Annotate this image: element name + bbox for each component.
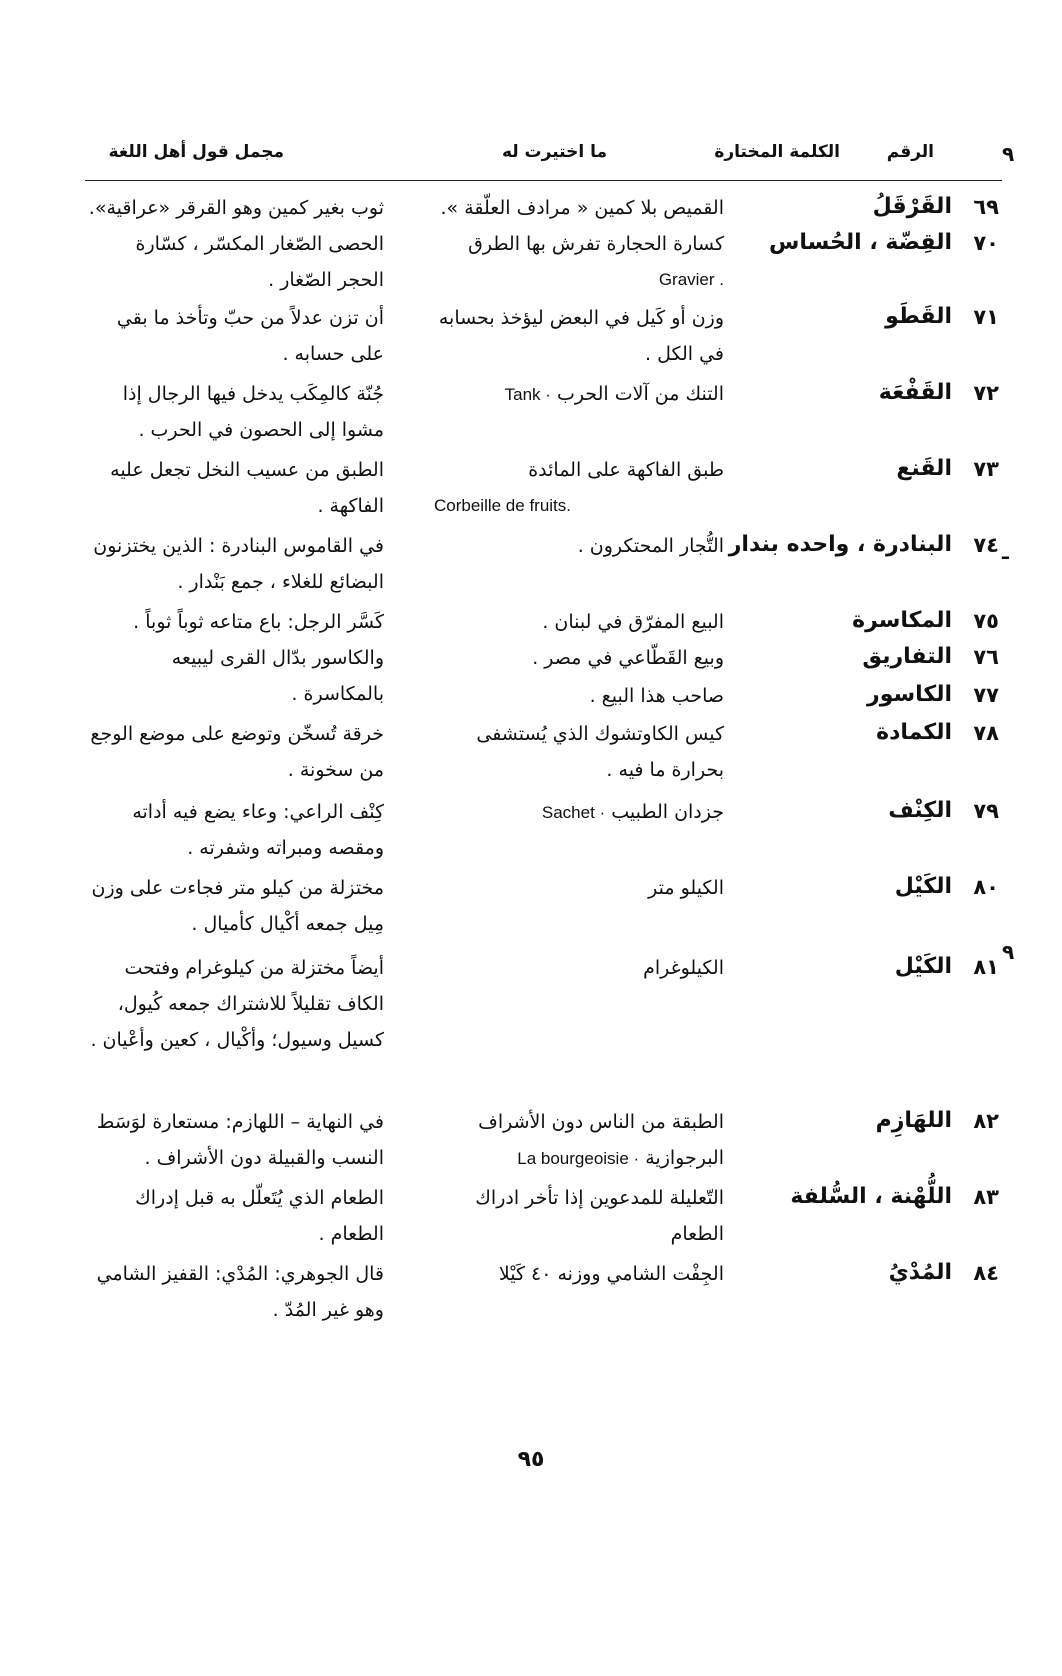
entry-meaning: كِنْف الراعي: وعاء يضع فيه أداته ومقصه ومبراته وشفرته .: [132, 801, 384, 859]
entry-meaning: خرقة تُسخّن وتوضع على موضع الوجع من سخونة .: [90, 723, 384, 781]
entry-number: ٧٥: [973, 609, 999, 633]
entry-meaning: كَسَّر الرجل: باع متاعه ثوباً ثوباً .: [133, 611, 384, 633]
entry-word: الكاسور: [867, 682, 952, 707]
header-chosen: ما اختيرت له: [501, 142, 607, 162]
entry-chosen: [434, 1104, 724, 1177]
entry-number: ٨٢: [973, 1109, 999, 1133]
entry-chosen: [434, 376, 724, 413]
entry-chosen: الكيلوغرام: [643, 957, 724, 979]
entry-chosen: البيع المفرّق في لبنان .: [542, 611, 724, 633]
entry-word: اللهَازِم: [875, 1108, 952, 1133]
entry-chosen-french: . Gravier: [658, 270, 724, 289]
entry-word: التفاريق: [862, 644, 952, 669]
entry-chosen-text: التنك من آلات الحرب: [556, 383, 724, 405]
entry-chosen: وبيع القَطّاعي في مصر .: [532, 647, 724, 669]
entry-word: اللُّهْنة ، السُّلفة: [790, 1184, 952, 1209]
entry-chosen: التّعليلة للمدعوين إذا تأخر ادراك الطعام: [475, 1187, 724, 1245]
entry-number: ٧٣: [973, 457, 999, 481]
entry-chosen: [434, 794, 724, 831]
entry-chosen-french: La bourgeoisie ·: [517, 1149, 640, 1168]
entry-meaning: مختزلة من كيلو متر فجاءت على وزن مِيل جمعه أكْيال كأميال .: [91, 877, 384, 935]
entry-number: ٧٦: [973, 645, 999, 669]
entry-chosen: الكيلو متر: [648, 877, 724, 899]
entry-word: القَرْقَلُ: [872, 194, 952, 219]
entry-meaning: جُنّة كالمِكَب يدخل فيها الرجال إذا مشوا إلى الحصون في الحرب .: [122, 383, 384, 441]
entry-meaning: في النهاية – اللهازم: مستعارة لوَسَط النسب والقبيلة دون الأشراف .: [96, 1111, 384, 1169]
margin-mark: ٩: [1002, 940, 1015, 964]
entry-word: القِضّة ، الحُساس: [769, 230, 952, 255]
page-number: ٩٥: [517, 1447, 545, 1472]
entry-chosen: الجِفْت الشامي ووزنه ٤٠ كَيْلا: [498, 1263, 724, 1285]
entry-number: ٦٩: [973, 195, 999, 219]
entry-number: ٧٤: [973, 533, 999, 557]
entry-number: ٧٩: [973, 799, 999, 823]
entry-word: الكِنْف: [888, 798, 952, 823]
entry-number: ٧٧: [973, 683, 999, 707]
entry-word: الكَيْل: [894, 874, 952, 899]
entry-number: ٨٤: [973, 1261, 999, 1285]
entry-word: القَفْعَة: [878, 380, 952, 405]
entry-meaning: الطبق من عسيب النخل تجعل عليه الفاكهة .: [110, 459, 384, 517]
entry-chosen-text: كسارة الحجارة تفرش بها الطرق: [468, 233, 724, 255]
entry-word: الكمادة: [876, 720, 952, 745]
entry-meaning: أن تزن عدلاً من حبّ وتأخذ ما بقي على حسابه .: [116, 307, 384, 365]
entry-word: القَنع: [896, 456, 952, 481]
header-word: الكلمة المختارة: [714, 142, 840, 162]
entry-number: ٨٣: [973, 1185, 999, 1209]
entry-number: ٧٢: [973, 381, 999, 405]
entry-word: القَطَو: [885, 304, 952, 329]
entry-chosen: كيس الكاوتشوك الذي يُستشفى بحرارة ما فيه .: [476, 723, 724, 781]
entry-chosen-text: جزدان الطبيب: [611, 801, 724, 823]
header-meaning: مجمل قول أهل اللغة: [108, 142, 284, 162]
entry-chosen: صاحب هذا البيع .: [589, 685, 724, 707]
entry-meaning: قال الجوهري: المُدْي: القفيز الشامي وهو غير المُدّ .: [96, 1263, 384, 1321]
entry-word: الكَيْل: [894, 954, 952, 979]
entry-chosen: القميص بلا كمين « مرادف العلّقة ».: [440, 197, 724, 219]
margin-mark: ٩: [1002, 142, 1015, 166]
entry-chosen-french: Sachet ·: [541, 803, 606, 822]
entry-word: المكاسرة: [852, 608, 952, 633]
entry-meaning: في القاموس البنادرة : الذين يختزنون البضائع للغلاء ، جمع بَنْدار .: [93, 535, 384, 593]
entry-word: البنادرة ، واحده بندار: [728, 532, 952, 557]
entry-chosen-french: Tank ·: [504, 385, 551, 404]
entry-meaning: الحصى الصّغار المكسّر ، كسّارة الحجر الصّغار .: [135, 233, 384, 291]
entry-number: ٨٠: [973, 875, 999, 899]
margin-mark: ـ: [1002, 540, 1009, 564]
entry-number: ٧١: [973, 305, 999, 329]
entry-meaning: ثوب بغير كمين وهو القرقر «عراقية».: [88, 197, 384, 219]
header-rule: [85, 180, 1002, 181]
entry-number: ٨١: [973, 955, 999, 979]
entry-chosen: التُّجار المحتكرون .: [577, 535, 724, 557]
entry-chosen: [434, 226, 724, 298]
entry-chosen: [434, 452, 724, 524]
entry-chosen-french: Corbeille de fruits.: [434, 496, 572, 515]
entry-chosen: وزن أو كَيل في البعض ليؤخذ بحسابه في الكل .: [438, 307, 724, 365]
entry-word: المُدْيُ: [888, 1260, 952, 1285]
entry-meaning: أيضاً مختزلة من كيلوغرام وفتحت الكاف تقليلاً للاشتراك جمعه كُيول، كسيل وسيول؛ وأكْيال ، كعين وأعْيان .: [90, 957, 384, 1051]
entry-meaning: الطعام الذي يُتَعلّل به قبل إدراك الطعام .: [135, 1187, 384, 1245]
entry-meaning: والكاسور بدّال القرى ليبيعه بالمكاسرة .: [171, 647, 384, 705]
entry-number: ٧٠: [973, 231, 999, 255]
entry-number: ٧٨: [973, 721, 999, 745]
entry-chosen-text: الطبقة من الناس دون الأشراف البرجوازية: [478, 1111, 724, 1169]
header-number: الرقم: [886, 142, 934, 162]
entry-chosen-text: طبق الفاكهة على المائدة: [528, 459, 724, 481]
